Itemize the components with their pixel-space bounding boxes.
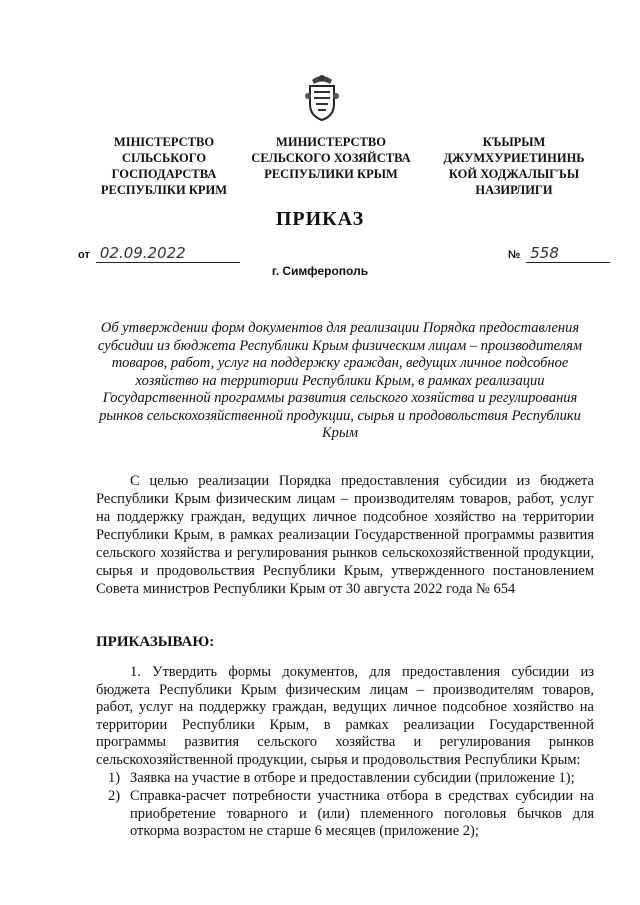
coat-of-arms-icon	[302, 70, 342, 122]
list-item	[96, 788, 594, 841]
date-prefix: от	[78, 249, 90, 261]
ministry-name-russian: МИНИСТЕРСТВО СЕЛЬСКОГО ХОЗЯЙСТВА РЕСПУБЛИКИ КРЫМ	[251, 135, 411, 181]
order-keyword: ПРИКАЗЫВАЮ:	[96, 634, 215, 650]
list-item-number: 2)	[108, 788, 121, 804]
number-prefix: №	[508, 249, 521, 261]
list-item-text: Справка-расчет потребности участника отбора в средствах субсидии на приобретение товарного и (или) племенного поголовья бычков для откорма возрастом не старше 6 месяцев (приложение 2);	[130, 788, 594, 839]
order-item-1: 1. Утвердить формы документов, для предоставления субсидии из бюджета Республики Крым физическим лицам – производителям товаров, работ, услуг на поддержку граждан, ведущих личное подсобное хозяйство на территории Республики Крым, в рамках реализации Государственной программы развития сельского хозяйства и регулирования рынков сельскохозяйственной продукции, сырья и продовольствия Республики Крым:	[96, 664, 594, 768]
ministry-name-ukrainian: МІНІСТЕРСТВО СІЛЬСЬКОГО ГОСПОДАРСТВА РЕСПУБЛІКИ КРИМ	[100, 135, 228, 197]
list-item	[96, 770, 594, 788]
list-item-number: 1)	[108, 770, 121, 786]
document-title: ПРИКАЗ	[275, 208, 365, 230]
number-value: 558	[526, 244, 610, 263]
preamble-paragraph: С целью реализации Порядка предоставления субсидии из бюджета Республики Крым физическим лицам – производителям товаров, работ, услуг на поддержку граждан, ведущих личное подсобное хозяйство на территории Республики Крым, в рамках реализации Государственной программы развития сельского хозяйства и регулирования рынков сельскохозяйственной продукции, сырья и продовольствия Республики Крым, утвержденного постановлением Совета министров Республики Крым от 30 августа 2022 года № 654	[96, 473, 594, 597]
city-line: г. Симферополь	[271, 264, 369, 278]
ministry-name-crimean-tatar: КЪЫРЫМ ДЖУМХУРИЕТИНИНЬ КОЙ ХОДЖАЛЫГЪЫ НАЗИРЛИГИ	[443, 135, 585, 197]
document-number	[508, 244, 610, 263]
list-item-text: Заявка на участие в отборе и предоставлении субсидии (приложение 1);	[130, 770, 575, 786]
order-subject: Об утверждении форм документов для реализации Порядка предоставления субсидии из бюджета Республики Крым физическим лицам – производителям товаров, работ, услуг на поддержку граждан, ведущих личное подсобное хозяйство на территории Республики Крым, в рамках реализации Государственной программы развития сельского хозяйства и регулирования рынков сельскохозяйственной продукции, сырья и продовольствия Республики Крым	[97, 320, 583, 441]
document-date	[78, 244, 240, 263]
date-value: 02.09.2022	[96, 244, 240, 263]
